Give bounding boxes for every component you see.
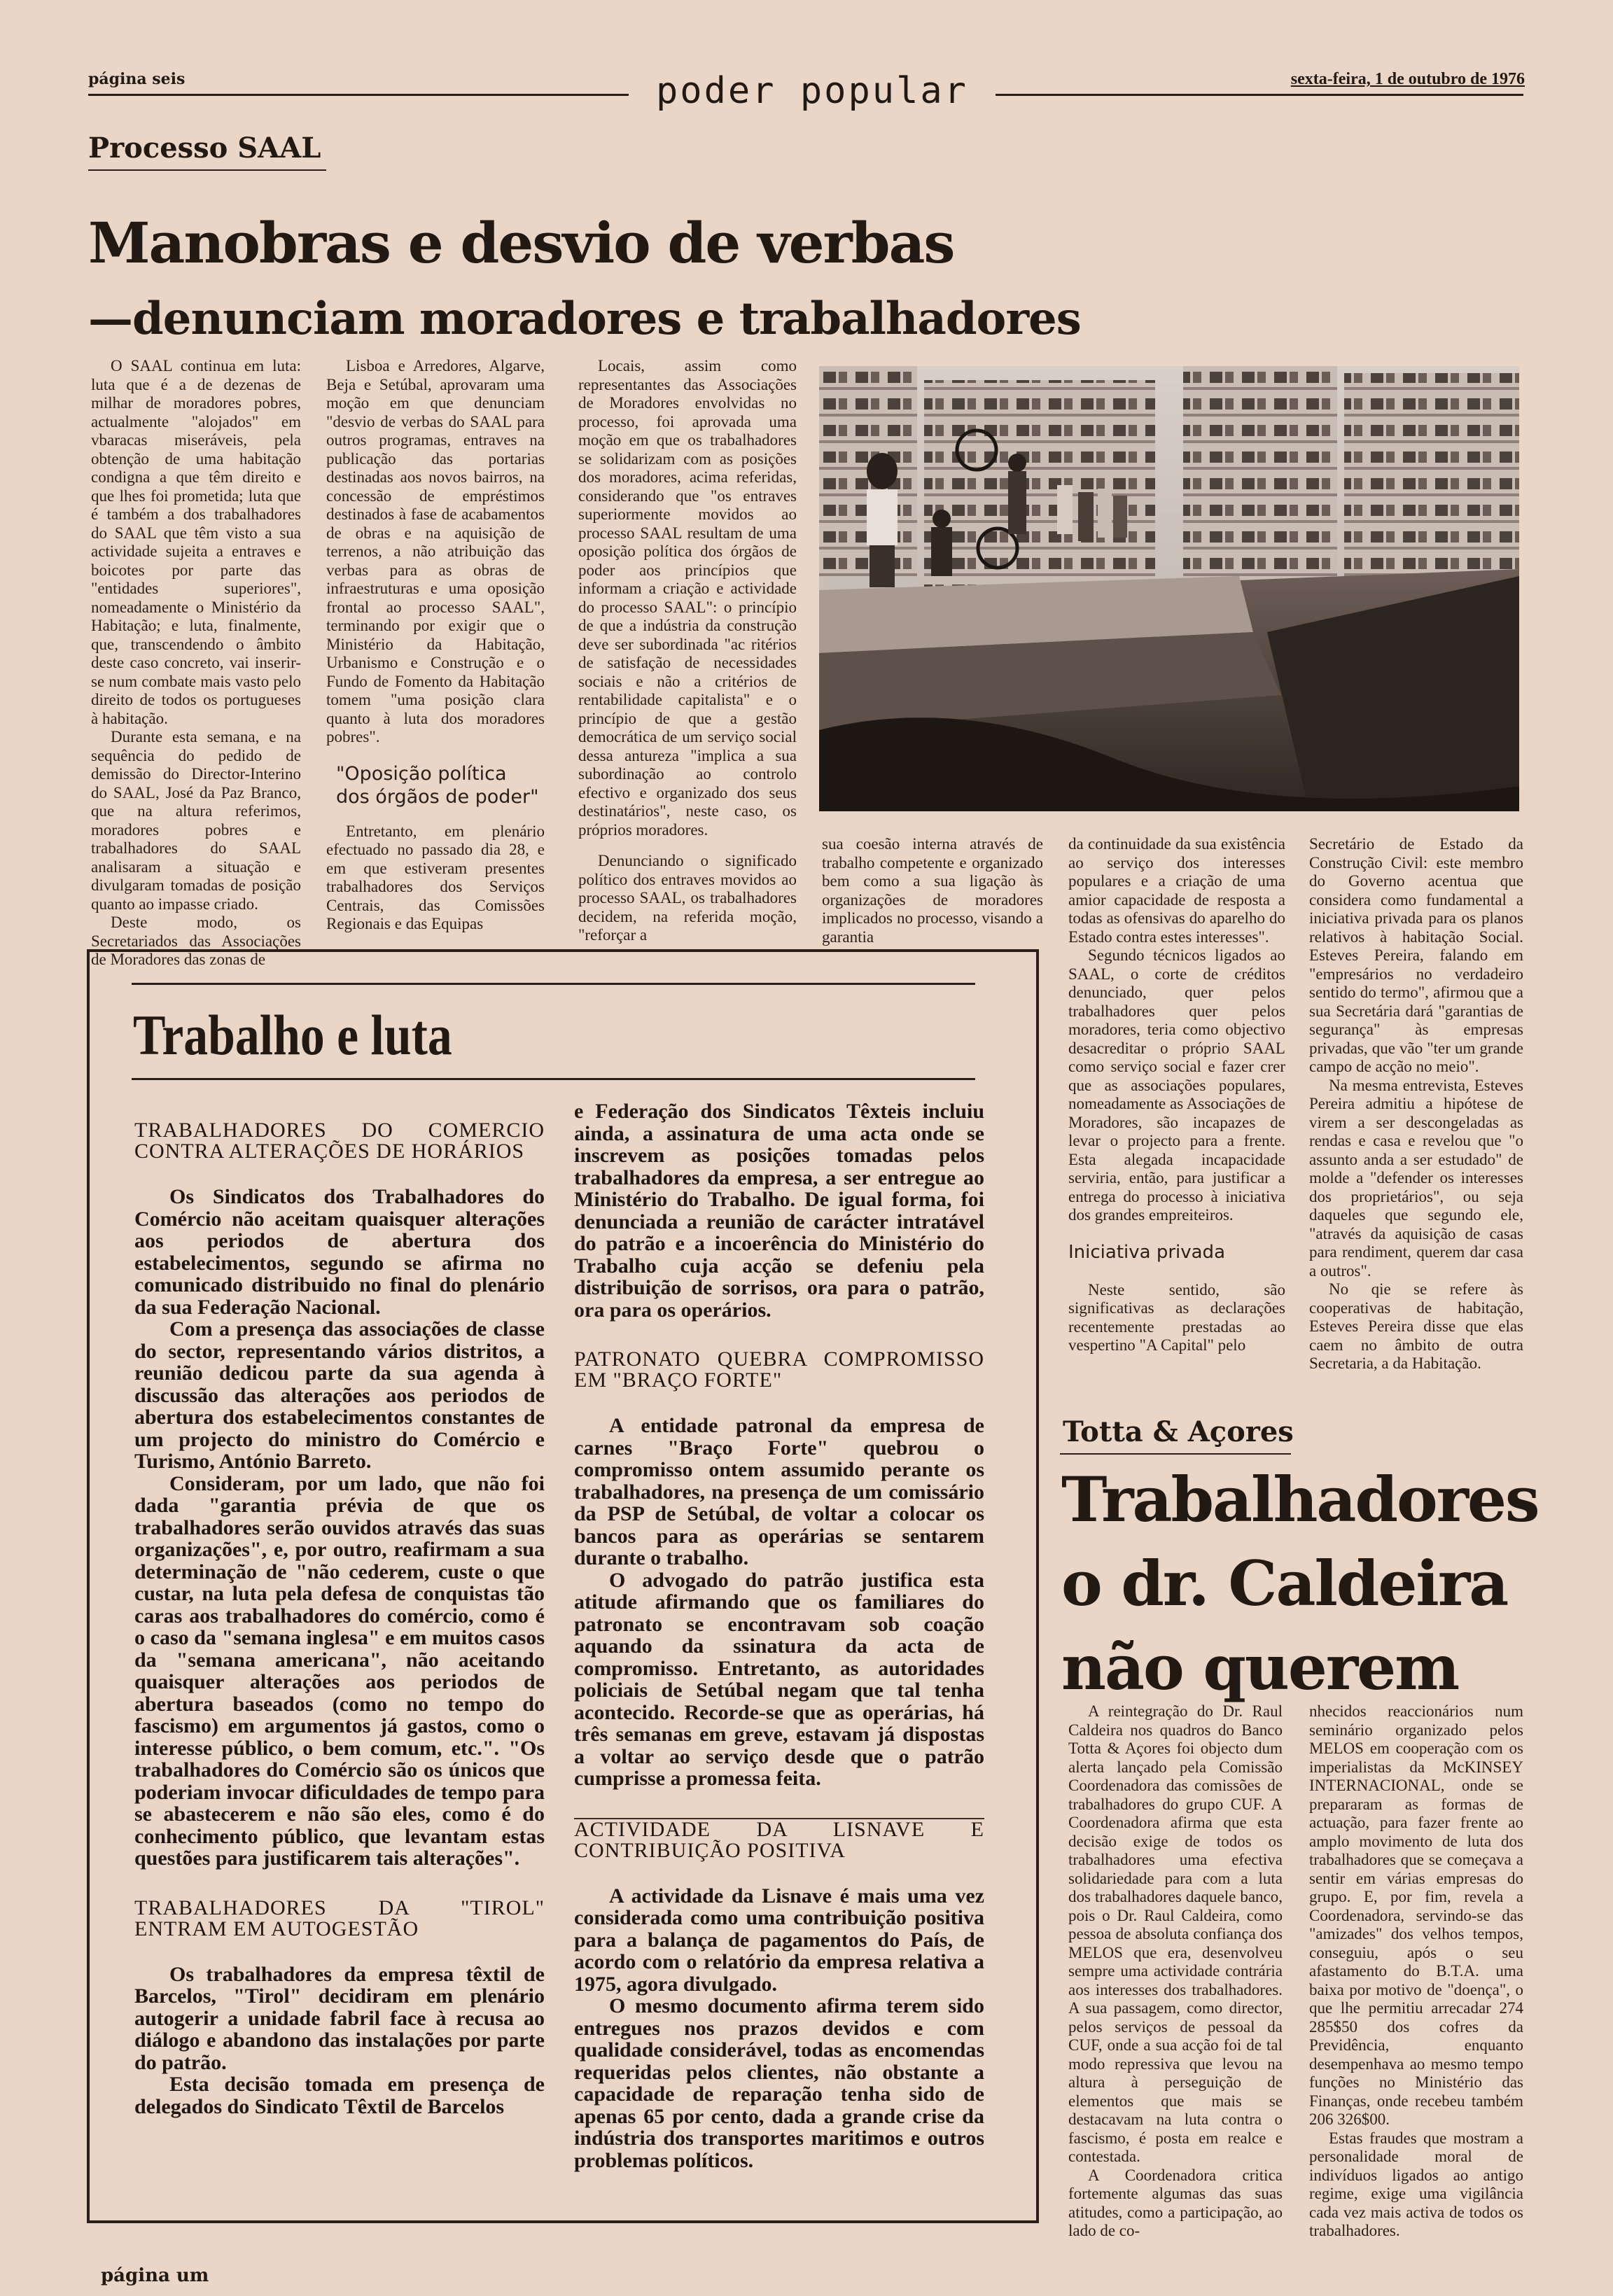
paragraph: No qie se refere às cooperativas de habitação, Esteves Pereira disse que elas caem no âmbito de outra Secretaria, a da Habitação.: [1309, 1280, 1523, 1372]
article-column-1: [91, 357, 301, 968]
article-subheadline: —denunciam moradores e trabalhadores: [88, 293, 1081, 345]
article2-headline-line3: não querem: [1061, 1631, 1459, 1704]
section-heading-braco-forte: PATRONATO QUEBRA COMPROMISSO EM "BRAÇO FORTE": [574, 1348, 984, 1392]
paragraph: Locais, assim como representantes das Associações de Moradores envolvidas no processo, foi aprovada uma moção em que os trabalhadores se solidarizam com as posições dos moradores, acima referidas, considerando que "os entraves superiormente movidos ao processo SAAL resultam de uma oposição política dos órgãos de poder aos princípios que informam a criação e actividade do processo SAAL": o princípio de que a indústria da construção deve ser subordinada "ac ritérios de satisfação de necessidades sociais e não a critérios de rentabilidade capitalista" e o princípio de que a gestão democrática de um serviço social dessa antureza "implica a sua subordinação ao controlo efectivo e organizado dos seus destinatários", neste caso, os próprios moradores.: [578, 357, 797, 839]
article-column-2: [326, 357, 545, 938]
paragraph: O SAAL continua em luta: luta que é a de dezenas de milhar de moradores pobres, actualmente "alojados" em vbaracas miseráveis, pela obtenção de uma habitação condigna a que têm direito e que lhes foi prometida; luta que é também a dos trabalhadores do SAAL que têm visto a sua actividade sujeita a entraves e boicotes por parte das "entidades superiores", nomeadamente o Ministério da Habitação; e luta, finalmente, que, transcendendo o âmbito deste caso concreto, vai inserir-se num combate mais vasto pelo direito de todos os portugueses à habitação.: [91, 357, 301, 727]
kicker-underline: [88, 169, 326, 171]
paragraph: Entretanto, em plenário efectuado no passado dia 28, e em que estiveram presentes trabalhadores dos Serviços Centrais, das Comissões Regionais e das Equipas: [326, 822, 545, 932]
paragraph: e Federação dos Sindicatos Têxteis incluiu ainda, a assinatura de uma acta onde se inscrevem as posições tomadas pelos trabalhadores da empresa, a ser entregue ao Ministério do Trabalho. De igual forma, foi denunciada a reunião de carácter intratável do patrão e a incoerência do Ministério do Trabalho cuja acção se defeniu pela distribuição de sorrisos, ora para o patrão, ora para os operários.: [574, 1100, 984, 1322]
box-title: Trabalho e luta: [133, 1003, 452, 1067]
housing-photo-image: [819, 366, 1519, 811]
header-rule-left: [88, 94, 629, 96]
section-heading-lisnave: ACTIVIDADE DA LISNAVE E CONTRIBUIÇÃO POSITIVA: [574, 1817, 984, 1862]
paragraph: da continuidade da sua existência ao serviço dos interesses populares e a criação de uma amior capacidade de resposta a todas as ofensivas do aparelho do Estado contra estes interesses".: [1068, 835, 1285, 946]
column-subheading: "Oposição política dos órgãos de poder": [336, 762, 539, 808]
housing-photo: [819, 366, 1519, 811]
paragraph: Com a presença das associações de classe do sector, representando vários distritos, a reunião dedicou parte da sua agenda à discussão das alterações aos periodos de abertura dos estabelecimentos constantes de um projecto do ministro do Comércio e Turismo, António Barreto.: [134, 1317, 545, 1473]
article-column-5: [1068, 835, 1285, 1395]
box-title-rule-top: [132, 983, 975, 985]
paragraph: A actividade da Lisnave é mais uma vez considerada como uma contribuição positiva para a balança de pagamentos do País, de acordo com o relatório da empresa relativa a 1975, agora divulgado.: [574, 1884, 984, 1996]
paragraph: Durante esta semana, e na sequência do pedido de demissão do Director-Interino do SAAL, José da Paz Branco, que na altura referimos, moradores pobres e trabalhadores do SAAL analisaram a situação e divulgaram tomadas de posição quanto ao impasse criado.: [91, 728, 301, 913]
page-number-top: página seis: [88, 70, 186, 88]
column-subheading: Iniciativa privada: [1068, 1241, 1225, 1263]
article2-headline-line2: o dr. Caldeira: [1061, 1547, 1508, 1620]
header-rule-right: [996, 94, 1523, 96]
paragraph: O mesmo documento afirma terem sido entregues nos prazos devidos e com qualidade considerável, todas as encomendas requeridas pelos clientes, não obstante a capacidade de reparação tenha sido de apenas 65 por cento, dada a grande crise da indústria dos transportes maritimos e outros problemas políticos.: [574, 1994, 984, 2172]
paragraph: Os trabalhadores da empresa têxtil de Barcelos, "Tirol" decidiram em plenário autogerir a unidade fabril face à recusa ao diálogo e abandono das instalações por parte do patrão.: [134, 1962, 545, 2074]
paragraph: Os Sindicatos dos Trabalhadores do Comércio não aceitam quaisquer alterações aos periodos de abertura dos estabelecimentos, segundo se afirma no comunicado distribuido no final do plenário da sua Federação Nacional.: [134, 1185, 545, 1319]
paragraph: A entidade patronal da empresa de carnes "Braço Forte" quebrou o compromisso ontem assumido perante os trabalhadores, na presença de um comissário da PSP de Setúbal, de voltar a colocar os bancos para as operárias se sentarem durante o trabalho.: [574, 1414, 984, 1569]
article-column-3: [578, 357, 797, 944]
article-headline: Manobras e desvio de verbas: [88, 210, 954, 276]
paragraph: Estas fraudes que mostram a personalidade moral de indivíduos ligados ao antigo regime, exige uma vigilância cada vez mais activa de todos os trabalhadores.: [1309, 2129, 1523, 2239]
box-left-column: [134, 1120, 545, 2212]
paragraph: Secretário de Estado da Construção Civil: este membro do Governo acentua que considera como fundamental a iniciativa privada para os planos relativos à habitação Social. Esteves Pereira, falando em "empresários no verdadeiro sentido do termo", afirmou que a sua Secretária dará "garantias de segurança" às empresas privadas, que vão "ter um grande campo de acção no meio".: [1309, 835, 1523, 1075]
paragraph: Denunciando o significado político dos entraves movidos ao processo SAAL, os trabalhadores decidem, na referida moção, "reforçar a: [578, 852, 797, 944]
header-date: sexta-feira, 1 de outubro de 1976: [1290, 70, 1525, 88]
article2-kicker-underline: [1060, 1453, 1291, 1455]
article2-kicker: Totta & Açores: [1063, 1415, 1294, 1448]
article-column-4: [822, 835, 1043, 946]
paragraph: Lisboa e Arredores, Algarve, Beja e Setúbal, aprovaram uma moção em que denunciam "desvio de verbas do SAAL para outros programas, entraves na publicação das portarias destinadas aos novos bairros, na concessão de empréstimos destinados à fase de acabamentos de obras e na aquisição de terrenos, a não atribuição das verbas para as obras de infraestruturas e uma oposição frontal ao processo SAAL", terminando por exigir que o Ministério da Habitação, Urbanismo e Construção e o Fundo de Fomento da Habitação tomem "uma posição clara quanto à luta dos moradores pobres".: [326, 357, 545, 746]
paragraph: A Coordenadora critica fortemente algumas das suas atitudes, como a participação, ao lado de co-: [1068, 2166, 1283, 2239]
paragraph: Na mesma entrevista, Esteves Pereira admitiu a hipótese de virem a ser descongeladas as rendas e casa e revelou que "o assunto anda a ser estudado" de molde a "defender os interesses dos proprietários", ou seja daqueles que segundo ele, "através da aquisição de casas para rendiment, querem dar casa a outros".: [1309, 1076, 1523, 1280]
section-heading-tirol: TRABALHADORES DA "TIROL" ENTRAM EM AUTOGESTÃO: [134, 1896, 545, 1940]
article-column-6: [1309, 835, 1523, 1395]
paragraph: Neste sentido, são significativas as declarações recentemente prestadas ao vespertino "A Capital" pelo: [1068, 1280, 1285, 1354]
box-title-rule-bottom: [132, 1078, 975, 1080]
paragraph: sua coesão interna através de trabalho competente e organizado bem como a sua ligação às organizações de moradores implicados no processo, visando a garantia: [822, 835, 1043, 946]
paragraph: nhecidos reaccionários num seminário organizado pelos MELOS em cooperação com os imperialistas da McKINSEY INTERNACIONAL, onde se prepararam as formas de actuação, para fazer frente ao amplo movimento de luta dos trabalhadores que se começava a sentir em várias empresas do grupo. E, por fim, revela a Coordenadora, servindo-se das "amizades" dos velhos tempos, conseguiu, após o seu afastamento do B.T.A. uma baixa por motivo de "doença", o que lhe permitiu arrecadar 274 285$50 dos cofres da Previdência, enquanto desempenhava ao mesmo tempo funções no Ministério das Finanças, onde recebeu também 206 326$00.: [1309, 1702, 1523, 2128]
article2-headline-line1: Trabalhadores: [1061, 1463, 1539, 1536]
article-kicker: Processo SAAL: [88, 132, 321, 164]
paragraph: O advogado do patrão justifica esta atitude afirmando que os familiares do patronato se encontravam sob coação aquando da ssinatura da acta de compromisso. Entretanto, as autoridades policiais de Setúbal negam que tal tenha acontecido. Recorde-se que as operárias, há três semanas em greve, estavam já dispostas a voltar ao serviço desde que o patrão cumprisse a promessa feita.: [574, 1568, 984, 1790]
article2-column-b: [1309, 1702, 1523, 2255]
paragraph: Deste modo, os Secretariados das Associações de Moradores das zonas de: [91, 913, 301, 968]
section-heading-comercio: TRABALHADORES DO COMERCIO CONTRA ALTERAÇÕES DE HORÁRIOS: [134, 1119, 545, 1163]
page-number-bottom: página um: [101, 2265, 209, 2286]
paragraph: Esta decisão tomada em presença de delegados do Sindicato Têxtil de Barcelos: [134, 2073, 545, 2118]
masthead: poder popular: [656, 70, 968, 112]
paragraph: Consideram, por um lado, que não foi dada "garantia prévia de que os trabalhadores serão ouvidos através das suas organizações", e, por outro, reafirmam a sua determinação de "não cederem, custe o que custar, na luta pela defesa de conquistas tão caras aos trabalhadores do comércio, como é o caso da "semana inglesa" e em muitos casos da "semana americana", não aceitando quaisquer alterações aos periodos de abertura baseados (como no tempo do fascismo) em argumentos já gastos, como o interesse público, o bem comum, etc.". "Os trabalhadores do Comércio são os únicos que poderiam invocar dificuldades de tempo para se abastecerem e não são eles, como é do conhecimento público, que levantam estas questões para justificarem tais alterações".: [134, 1471, 545, 1870]
article2-column-a: [1068, 1702, 1283, 2255]
paragraph: A reintegração do Dr. Raul Caldeira nos quadros do Banco Totta & Açores foi objecto dum alerta lançado pela Comissão Coordenadora das comissões de trabalhadores do grupo CUF. A Coordenadora afirma que esta decisão exige de todos os trabalhadores uma efectiva solidariedade para com a luta dos trabalhadores daquele banco, pois o Dr. Raul Caldeira, como pessoa de absoluta confiança dos MELOS que era, desenvolveu sempre uma actividade contrária aos interesses dos trabalhadores. A sua passagem, como director, pelos serviços de pessoal da CUF, onde a sua acção foi de tal modo repressiva que levou na altura à perseguição de elementos que mais se destacavam na luta contra o fascismo, é posta em realce e contestada.: [1068, 1702, 1283, 2165]
paragraph: Segundo técnicos ligados ao SAAL, o corte de créditos denunciado, quer pelos trabalhadores quer pelos moradores, teria como objectivo desacreditar o próprio SAAL como serviço social e fazer crer que as associações populares, nomeadamente as Associações de Moradores, são incapazes de levar o projecto para a frente. Esta alegada incapacidade serviria, então, para justificar a entrega do processo à iniciativa dos grandes empreiteiros.: [1068, 946, 1285, 1224]
box-right-column: [574, 1100, 984, 2213]
